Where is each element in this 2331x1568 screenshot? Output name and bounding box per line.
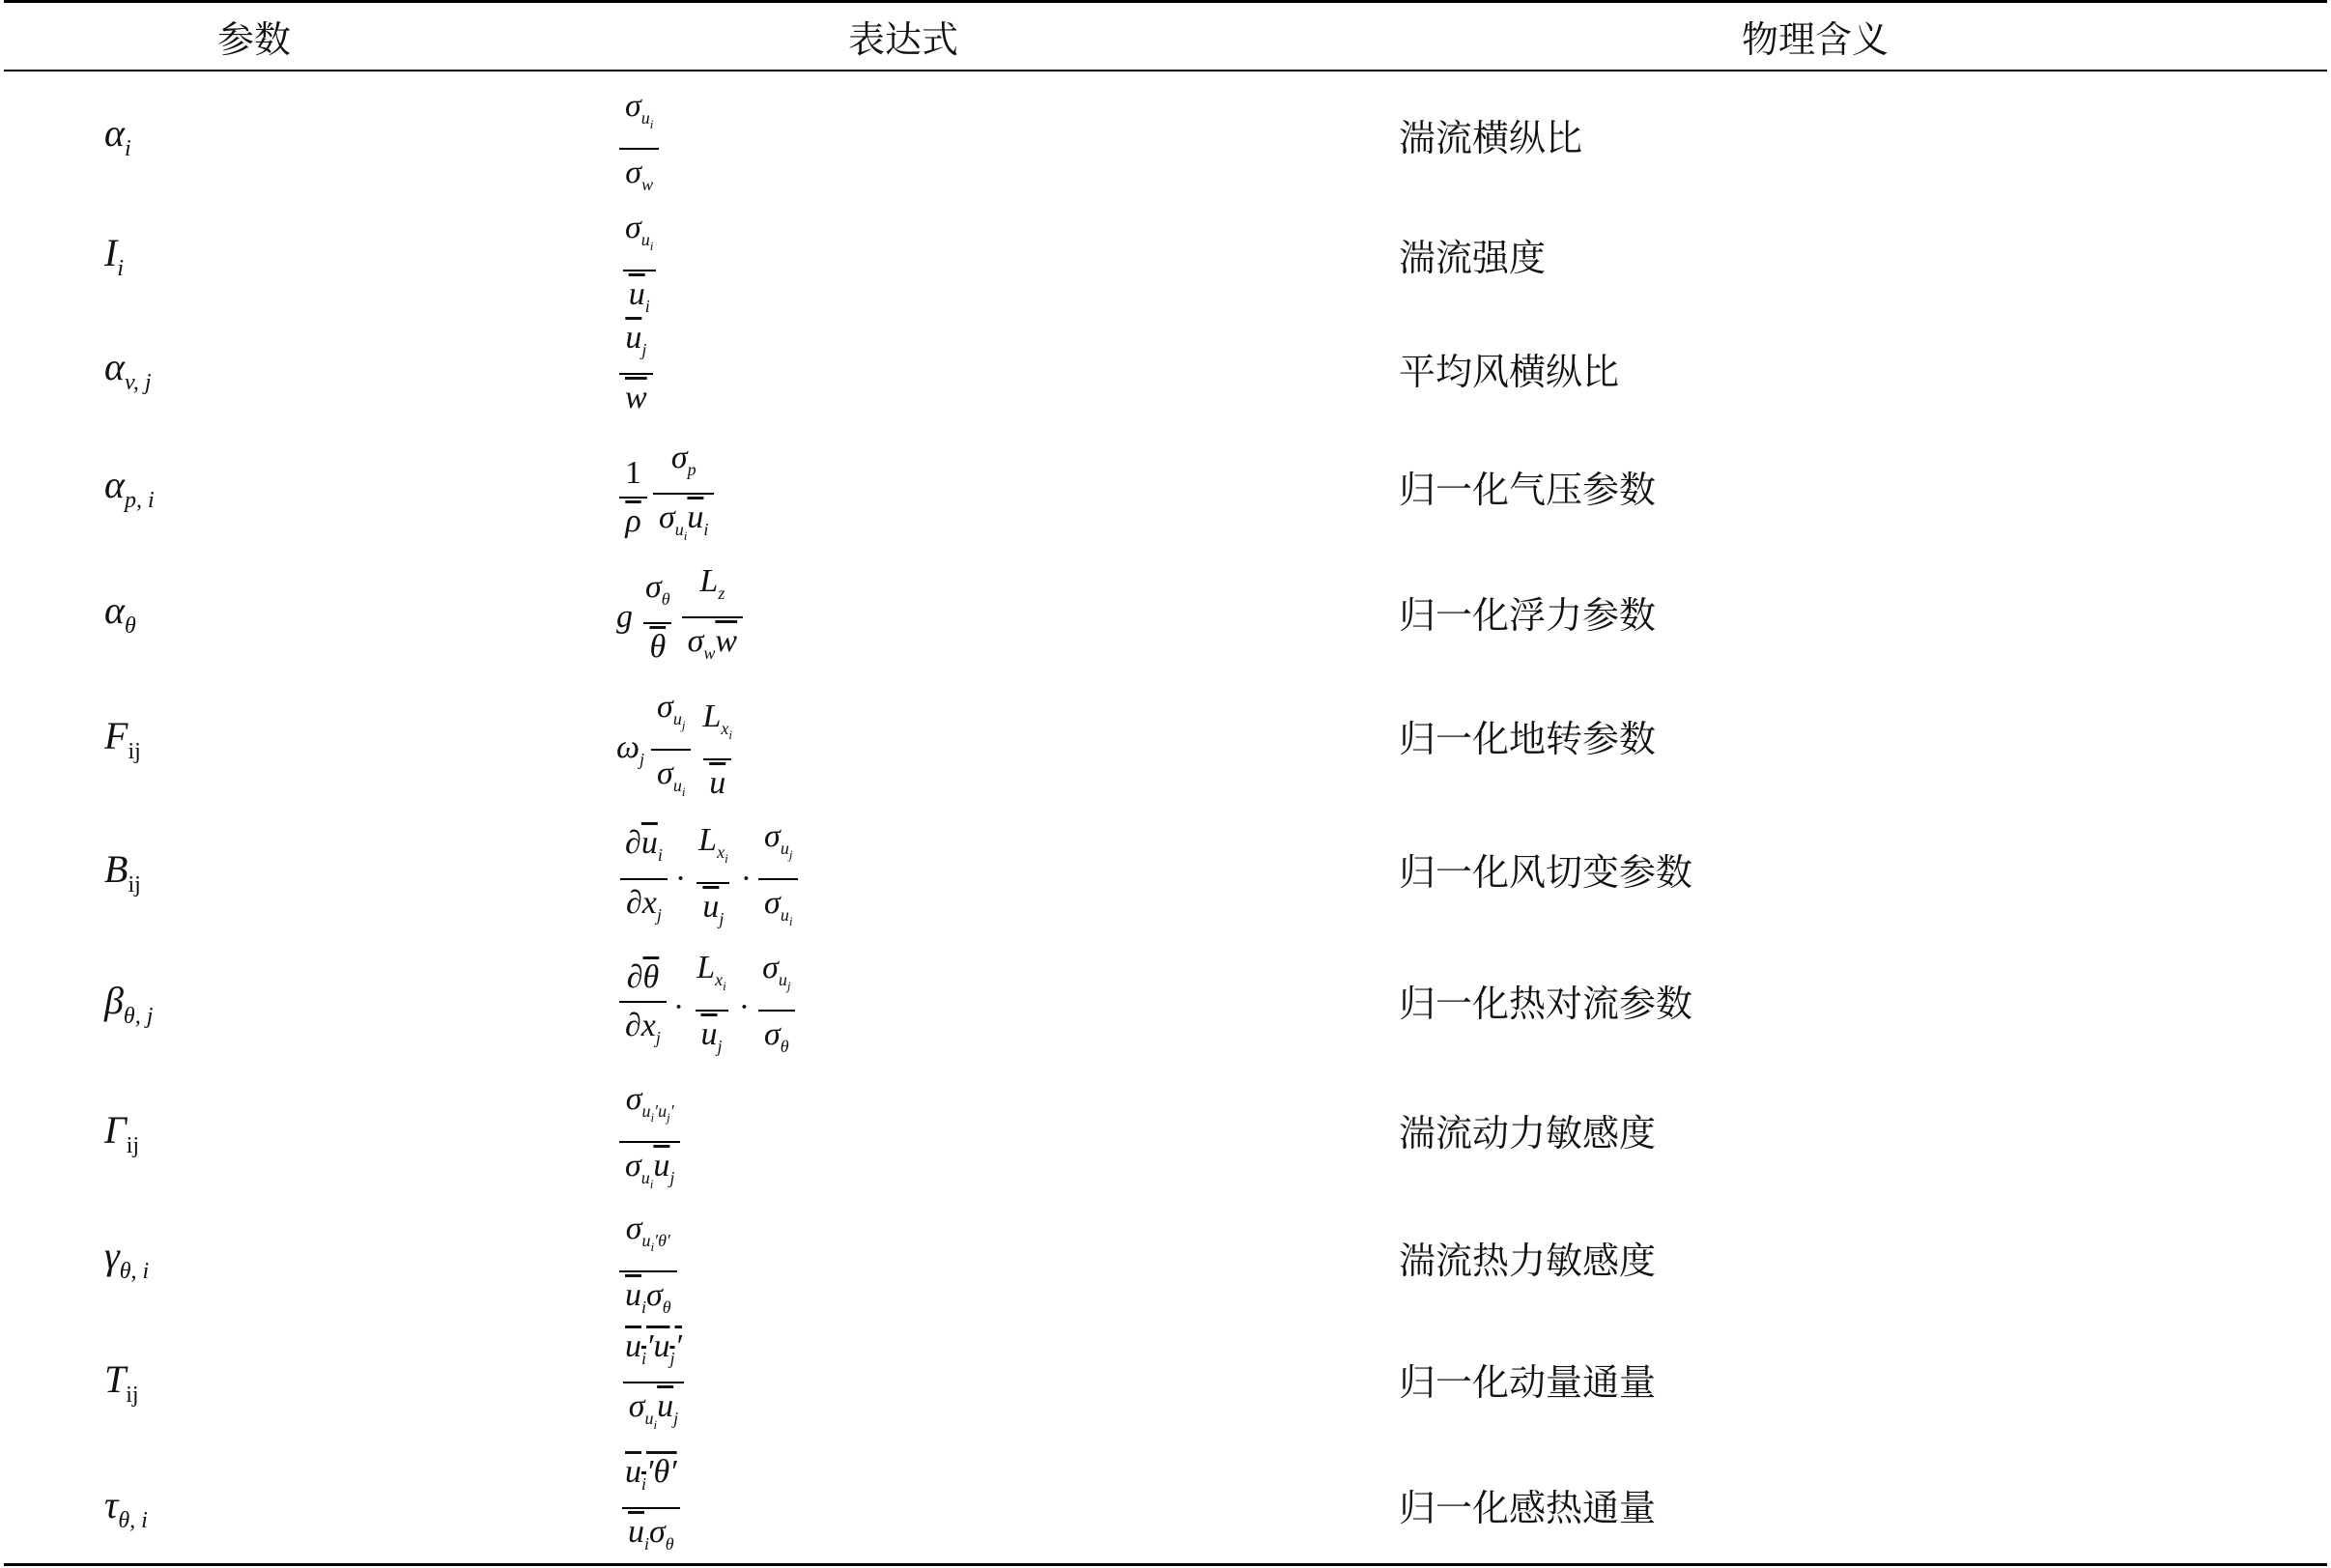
param-symbol: $T_{ij}$ xyxy=(104,1357,139,1408)
param-symbol: $\alpha_i$ xyxy=(104,111,131,161)
param-symbol: $\beta_{\theta, j}$ xyxy=(104,979,154,1029)
param-symbol: $\alpha_{p, i}$ xyxy=(104,463,155,513)
meaning-text: 归一化气压参数 xyxy=(1399,469,1657,511)
meaning-text: 归一化动量通量 xyxy=(1399,1361,1657,1404)
table-row xyxy=(0,813,2331,934)
meaning-text: 归一化热对流参数 xyxy=(1399,983,1693,1025)
meaning-text: 归一化浮力参数 xyxy=(1399,594,1657,637)
expression: $\omega_j$ $\frac{\sigma_{u_j}}{\sigma_{u_i}}$ $\frac{L_{x_i}}{u}$ xyxy=(616,688,741,812)
expression: $\frac{\sigma_{u_i}}{\overline{u}_i}$ xyxy=(616,209,662,326)
param-symbol: $\alpha_\theta$ xyxy=(104,588,136,639)
meaning-text: 归一化地转参数 xyxy=(1399,718,1657,760)
table-row xyxy=(0,1206,2331,1317)
expression: $\frac{\sigma_{u_i'\theta'}}{\overline{u}_i\sigma_\theta}$ xyxy=(616,1210,680,1326)
table-row xyxy=(0,83,2331,194)
param-symbol: $F_{ij}$ xyxy=(104,714,141,764)
param-symbol: $\Gamma_{ij}$ xyxy=(104,1108,140,1158)
table-top-rule xyxy=(4,0,2327,3)
table-row xyxy=(0,1324,2331,1444)
table-row xyxy=(0,319,2331,425)
header-meaning: 物理含义 xyxy=(1742,20,1890,61)
table-row xyxy=(0,560,2331,667)
expression: g $\frac{\sigma_\theta}{\theta}$ $\frac{L_z}{\sigma_w\overline{w}}$ xyxy=(616,562,746,672)
table-row xyxy=(0,435,2331,541)
expression: $\frac{1}{\rho}$ $\frac{\sigma_p}{\sigma_{u_i}\overline{u}_i}$ xyxy=(616,439,717,556)
expression: $\frac{\partial\overline{u}_i}{\partial x_j}$ · $\frac{L_{x_i}}{\overline{u}_j}$ · $\frac{\sigma_{u_j}}{\sigma_{u_i}}$ xyxy=(616,817,801,941)
header-rule xyxy=(4,70,2327,71)
meaning-text: 湍流动力敏感度 xyxy=(1399,1112,1657,1155)
param-symbol: $\tau_{\theta, i}$ xyxy=(104,1483,148,1533)
param-symbol: $I_i$ xyxy=(104,231,124,281)
meaning-text: 归一化风切变参数 xyxy=(1399,851,1693,894)
expression: $\frac{u_i'u_j'}{\sigma_{u_i}\overline{u}_j}$ xyxy=(616,1327,691,1444)
expression: $\frac{\overline{u}_j}{w}$ xyxy=(616,319,656,417)
expression: $\frac{\sigma_{u_i'u_j'}}{\sigma_{u_i}\overline{u}_j}$ xyxy=(616,1080,683,1204)
meaning-text: 湍流强度 xyxy=(1399,237,1547,279)
meaning-text: 归一化感热通量 xyxy=(1399,1487,1657,1529)
table-row xyxy=(0,686,2331,802)
table-row xyxy=(0,1078,2331,1194)
header-param: 参数 xyxy=(217,20,292,61)
expression: $\frac{u_i'\theta'}{\overline{u}_i\sigma_\theta}$ xyxy=(616,1453,686,1563)
table-row xyxy=(0,945,2331,1066)
param-symbol: $\gamma_{\theta, i}$ xyxy=(104,1234,150,1284)
meaning-text: 平均风横纵比 xyxy=(1399,351,1620,393)
table-row xyxy=(0,1449,2331,1563)
meaning-text: 湍流热力敏感度 xyxy=(1399,1240,1657,1282)
meaning-text: 湍流横纵比 xyxy=(1399,117,1583,159)
expression: $\frac{\sigma_{u_i}}{\sigma_w}$ xyxy=(616,87,662,204)
param-symbol: $\alpha_{v, j}$ xyxy=(104,345,152,395)
expression: $\frac{\partial\overline{\theta}}{\partial x_j}$ · $\frac{L_{x_i}}{\overline{u}_j}$ · $\frac{\sigma_{u_j}}{\sigma_\theta}$ xyxy=(616,949,800,1066)
table-row xyxy=(0,203,2331,316)
header-expression: 表达式 xyxy=(848,20,959,61)
table-bottom-rule xyxy=(4,1563,2327,1566)
param-symbol: $B_{ij}$ xyxy=(104,847,141,898)
